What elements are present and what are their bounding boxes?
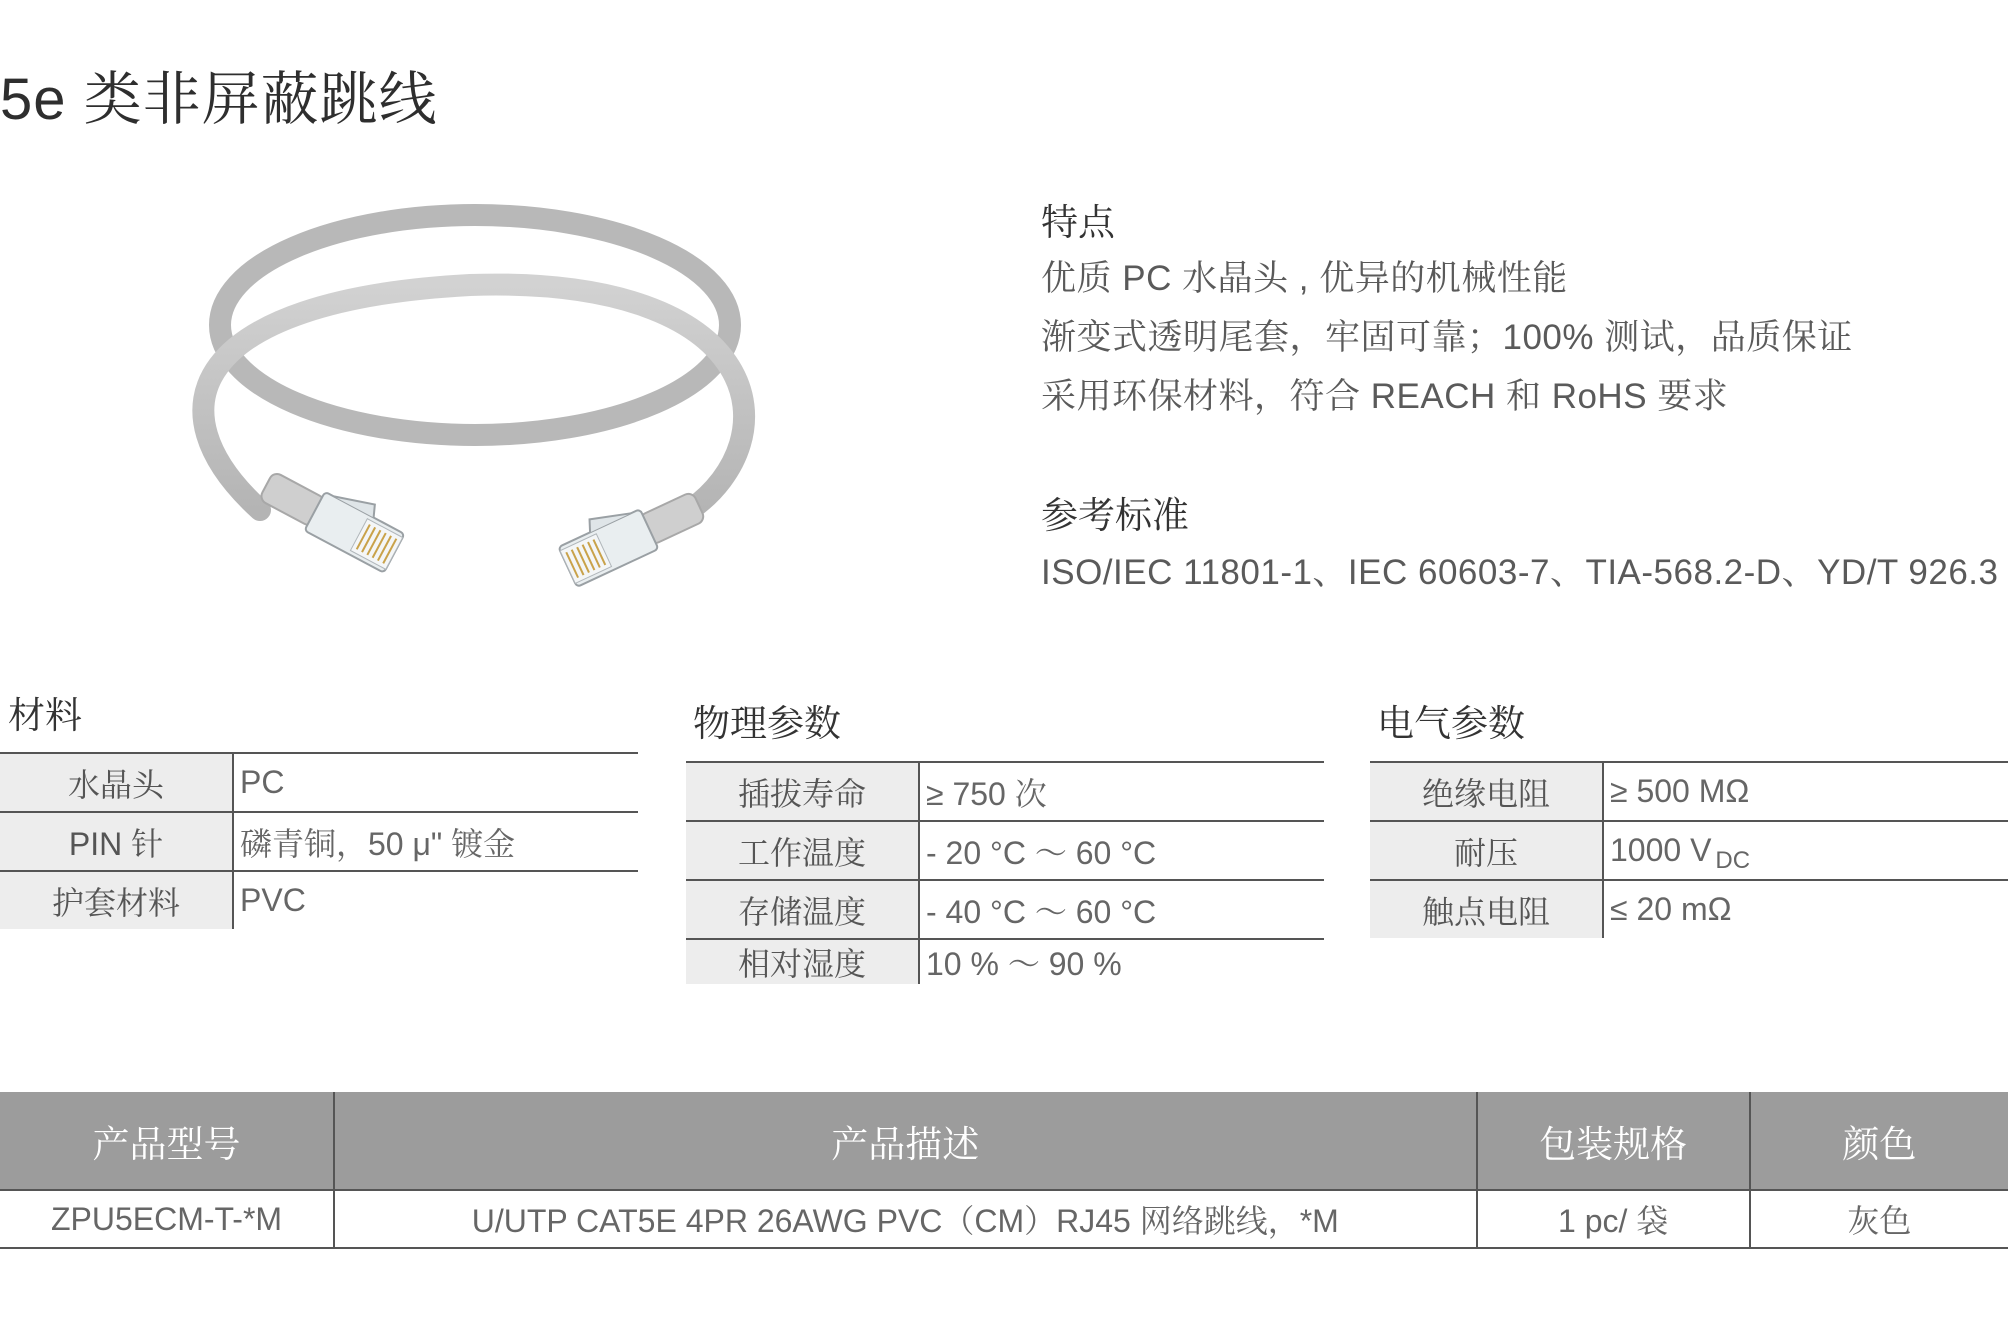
spec-label: 水晶头 [0,754,234,811]
electrical-heading: 电气参数 [1377,703,1525,744]
spec-label: 触点电阻 [1370,881,1604,938]
physical-heading: 物理参数 [693,703,841,744]
feature-line: 渐变式透明尾套，牢固可靠；100% 测试，品质保证 [1041,318,1853,357]
cell-description: U/UTP CAT5E 4PR 26AWG PVC（CM）RJ45 网络跳线，*M [335,1191,1478,1247]
spec-value: ≥ 750 次 [926,775,1047,812]
spec-value-subscript: DC [1715,846,1751,874]
spec-label: 耐压 [1370,822,1604,879]
cell-packaging: 1 pc/ 袋 [1478,1191,1751,1247]
spec-value: PVC [240,882,306,918]
table-row [686,822,1324,881]
spec-label: 绝缘电阻 [1370,763,1604,820]
spec-value: - 20 °C ～ 60 °C [926,834,1157,871]
spec-value: ≤ 20 mΩ [1610,891,1732,927]
cell-model: ZPU5ECM-T-*M [0,1191,335,1247]
spec-label: 护套材料 [0,872,234,929]
electrical-table [1370,761,2008,938]
standards-heading: 参考标准 [1041,495,1189,536]
spec-label: 工作温度 [686,822,920,879]
table-row [0,872,638,929]
table-row [686,763,1324,822]
spec-value-main: 1000 V [1610,832,1712,868]
feature-line: 优质 PC 水晶头 , 优异的机械性能 [1041,259,1568,298]
spec-value: 磷青铜，50 μ" 镀金 [240,825,516,862]
standards-text: ISO/IEC 11801-1、IEC 60603-7、TIA-568.2-D、YD/T 926.3 [1041,553,1999,592]
patch-cable-image [150,190,810,630]
table-row [1370,763,2008,822]
features-heading: 特点 [1041,202,1115,243]
header-description: 产品描述 [335,1092,1478,1189]
spec-value: 10 % ～ 90 % [926,946,1122,982]
spec-label: 相对湿度 [686,940,920,984]
header-packaging: 包装规格 [1478,1092,1751,1189]
page-title: 5e 类非屏蔽跳线 [0,67,438,132]
spec-label: 插拔寿命 [686,763,920,820]
table-row [0,813,638,872]
table-row [686,881,1324,940]
table-row [1370,822,2008,881]
header-model: 产品型号 [0,1092,335,1189]
table-row [0,754,638,813]
feature-line: 采用环保材料，符合 REACH 和 RoHS 要求 [1041,377,1729,416]
header-color: 颜色 [1842,1123,1917,1165]
cell-color: 灰色 [1847,1203,1912,1239]
table-row [686,940,1324,984]
spec-value: PC [240,764,285,800]
spec-value [1604,822,1750,879]
spec-label: 存储温度 [686,881,920,938]
spec-value: ≥ 500 MΩ [1610,773,1750,809]
product-table-header [0,1092,2008,1189]
materials-table [0,752,638,929]
table-row [1370,881,2008,938]
physical-table [686,761,1324,984]
materials-heading: 材料 [8,695,82,736]
spec-label: PIN 针 [0,813,234,870]
table-row [0,1189,2008,1249]
product-table [0,1092,2008,1249]
spec-value: - 40 °C ～ 60 °C [926,893,1157,930]
